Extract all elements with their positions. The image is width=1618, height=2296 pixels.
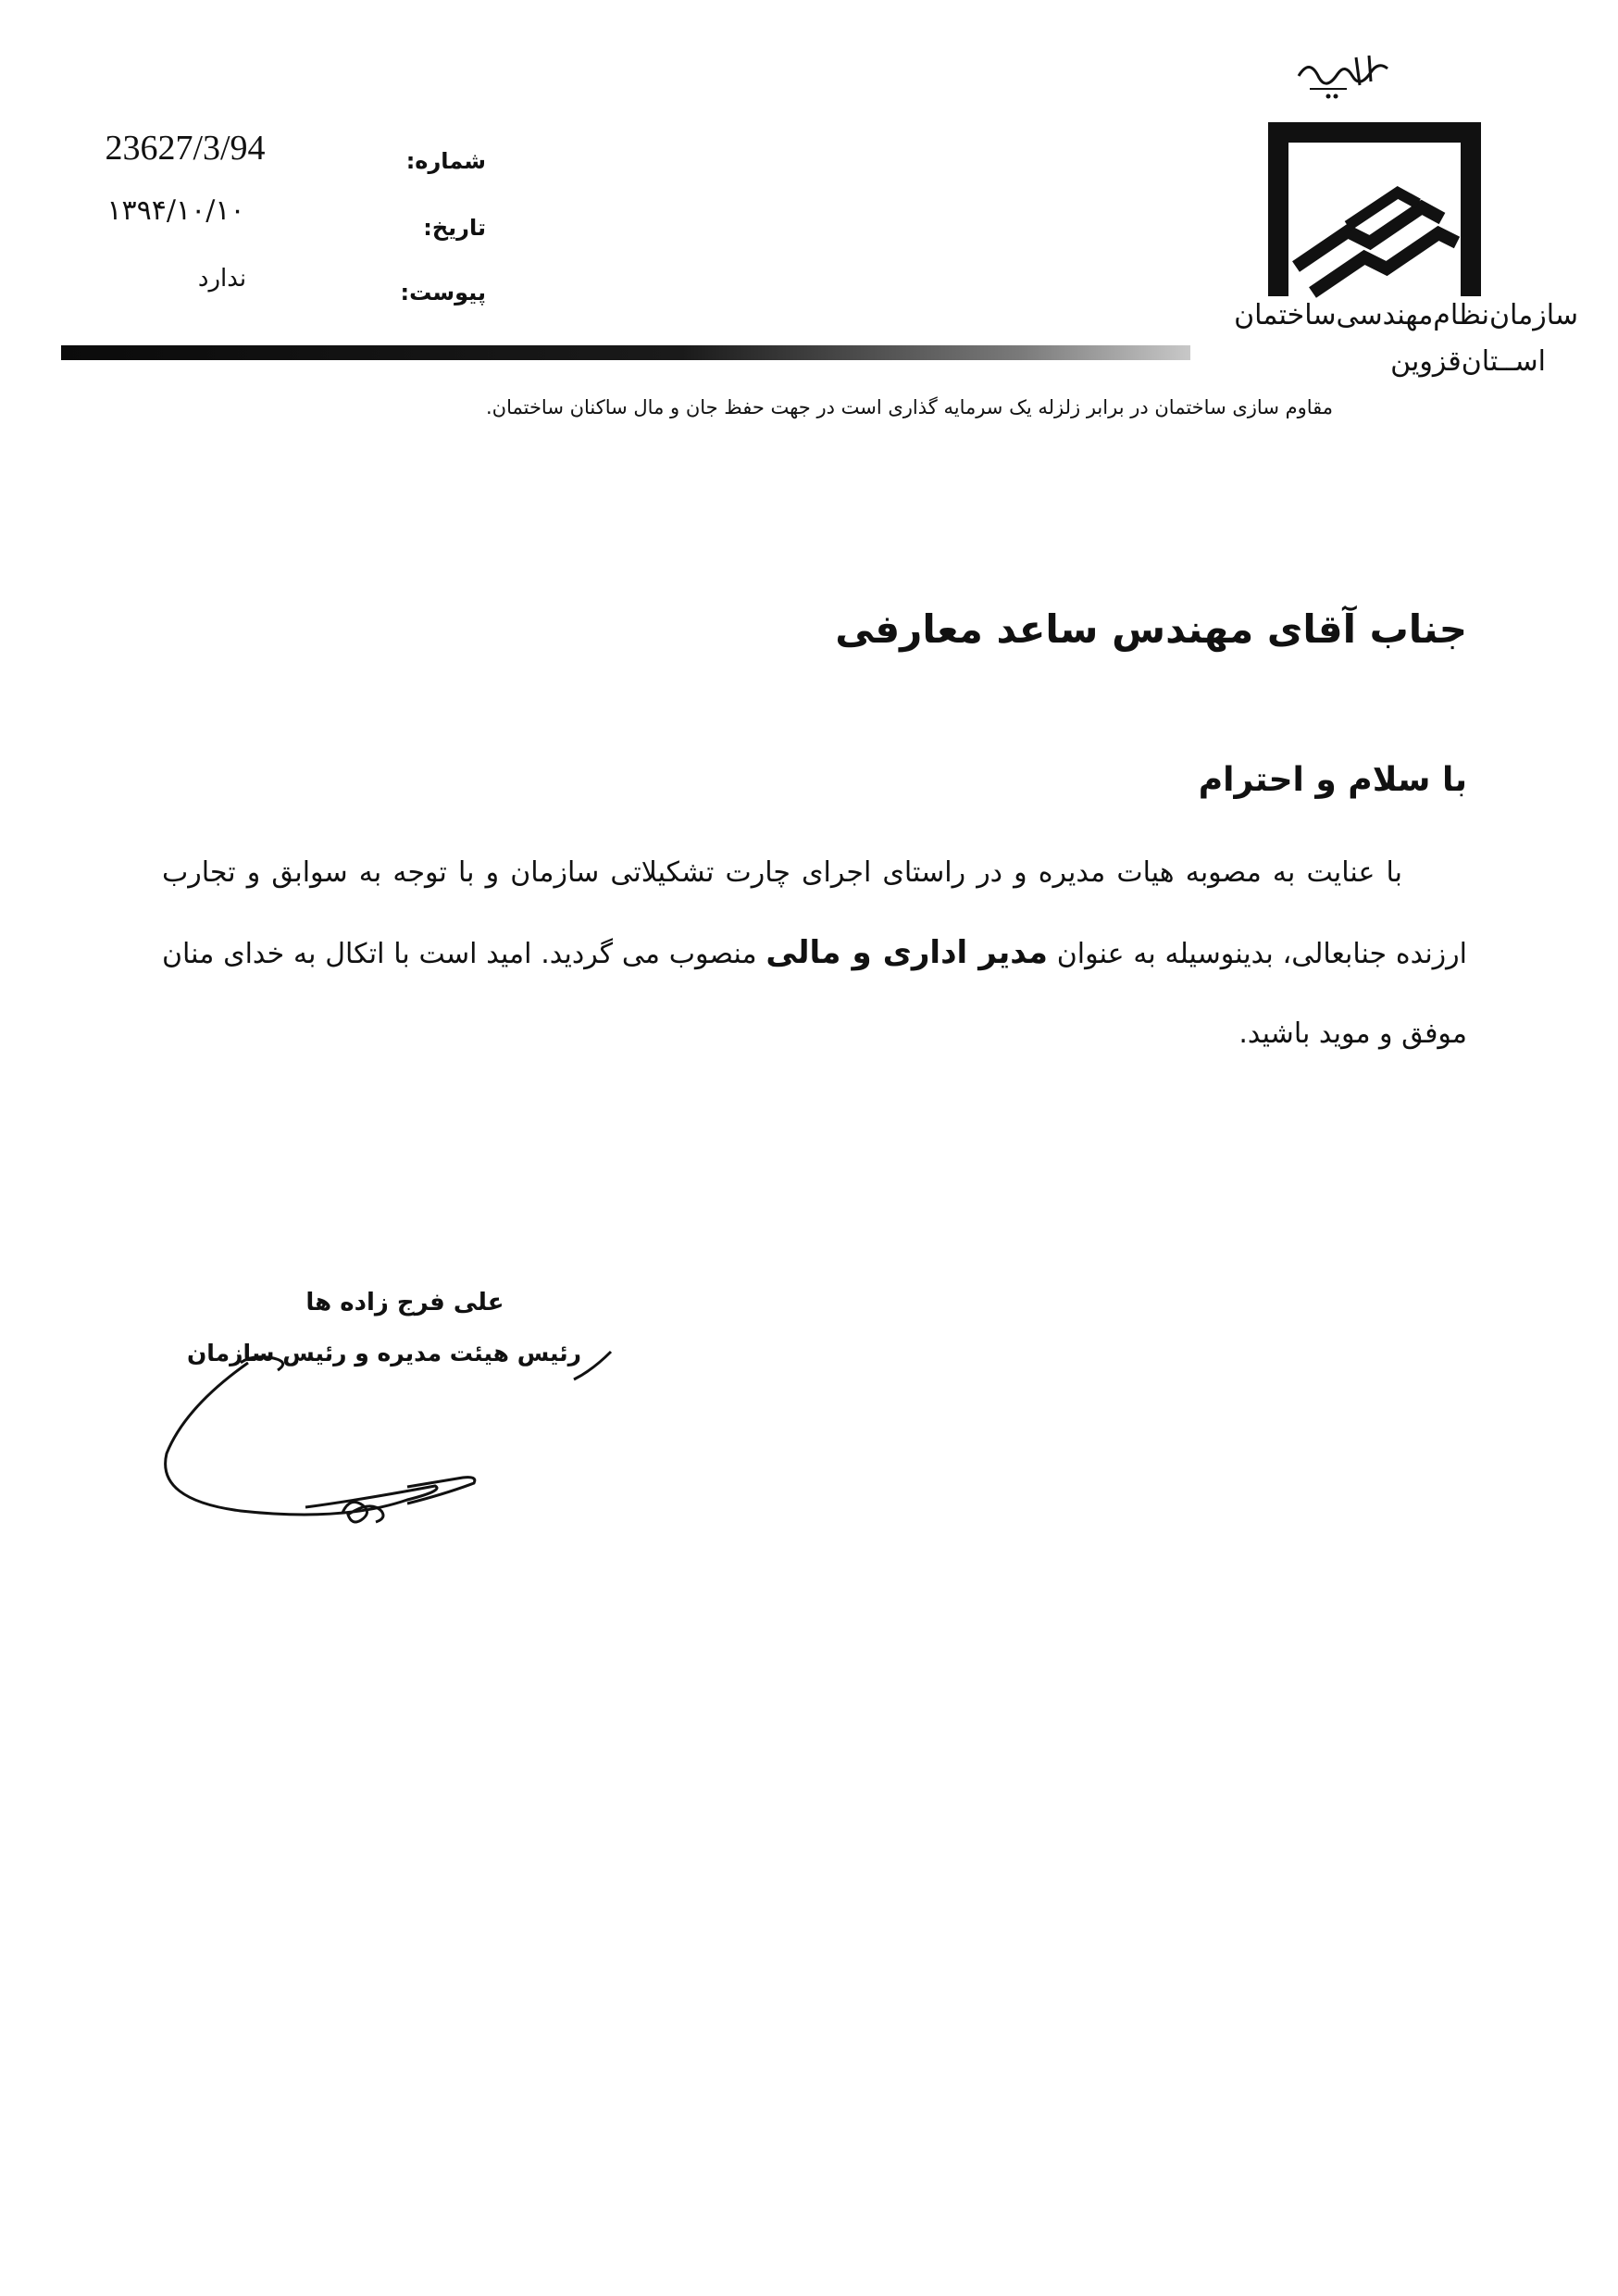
letter-recipient: جناب آقای مهندس ساعد معارفی [835, 606, 1467, 652]
signatory-title: رئیس هیئت مدیره و رئیس سازمان [186, 1340, 582, 1366]
letter-greeting: با سلام و احترام [1198, 761, 1467, 799]
letter-date-value: ۱۳۹۴/۱۰/۱۰ [106, 194, 245, 227]
letter-attachment-value: ندارد [197, 265, 247, 293]
letter-number-label: شماره: [405, 148, 486, 174]
letter-body [162, 833, 1467, 1074]
organization-logo-mark [1259, 111, 1490, 306]
header-motto: مقاوم سازی ساختمان در برابر زلزله یک سرمایه گذاری است در جهت حفظ جان و مال ساکنان ساختمان. [485, 396, 1333, 418]
organization-logo [1259, 111, 1490, 306]
signatory-name: علی فرج زاده ها [305, 1289, 504, 1316]
organization-name: سازمان‌نظام‌مهندسی‌ساختمان [1234, 299, 1578, 331]
invocation-calligraphy-mark [1291, 48, 1393, 104]
letter-body-text-end: منصوب می گردید. امید است با اتکال به خدای منان موفق و موید باشید. [162, 938, 1467, 1050]
handwritten-signature [130, 1315, 629, 1537]
appointed-position: مدیر اداری و مالی [765, 934, 1048, 971]
header-divider [61, 345, 1190, 360]
invocation-calligraphy [1291, 48, 1393, 104]
handwritten-signature-stroke [130, 1315, 629, 1537]
letter-attachment-label: پیوست: [400, 280, 486, 306]
letter-number-value: 23627/3/94 [105, 129, 266, 168]
letter-date-label: تاریخ: [423, 215, 486, 241]
organization-province: اســتان‌قزوین [1390, 345, 1546, 378]
letter-body-text-start: با عنایت به مصوبه هیات مدیره و در راستای اجرای چارت تشکیلاتی سازمان و با توجه به سوابق و تجارب ارزنده جنابعالی، بدینوسیله به عنوان [162, 856, 1467, 970]
